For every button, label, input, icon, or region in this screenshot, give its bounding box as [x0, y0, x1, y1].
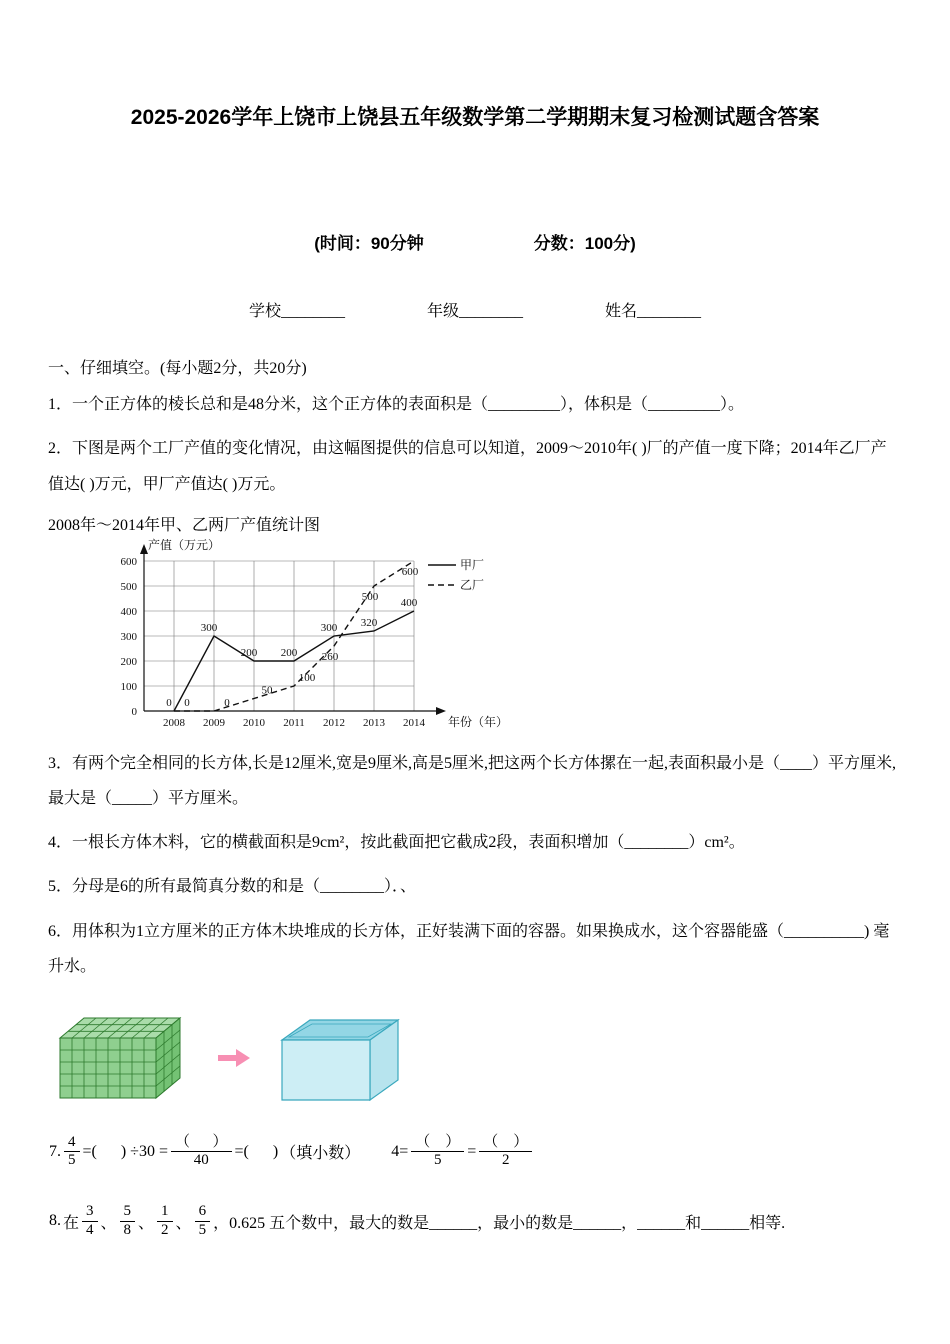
svg-text:2008: 2008 — [163, 716, 185, 729]
question-7 — [48, 1134, 902, 1170]
container-box-figure — [278, 1008, 408, 1108]
section-1-title: 一、仔细填空。(每小题2分，共20分) — [48, 360, 307, 378]
fraction-blank-5: $\frac{( )}{5}$ — [410, 1134, 465, 1170]
svg-text:2013: 2013 — [363, 716, 385, 729]
question-8-number: 8. — [49, 1212, 61, 1230]
question-5: 5．分母是6的所有最简真分数的和是（________）．、 — [48, 878, 417, 896]
q8-separator-2: 、 — [138, 1214, 155, 1232]
svg-text:320: 320 — [360, 616, 378, 629]
svg-text:0: 0 — [184, 696, 190, 709]
svg-text:2010: 2010 — [243, 716, 265, 729]
question-6: 6．用体积为1立方厘米的正方体木块堆成的长方体，正好装满下面的容器。如果换成水，这个容器能盛（__________) 毫升水。 — [48, 922, 890, 975]
svg-text:产值（万元）: 产值（万元） — [148, 537, 221, 552]
svg-text:500: 500 — [361, 590, 379, 603]
page-title: 2025-2026学年上饶市上饶县五年级数学第二学期期末复习检测试题含答案 — [130, 106, 820, 129]
svg-text:2011: 2011 — [283, 716, 305, 729]
question-3: 3．有两个完全相同的长方体,长是12厘米,宽是9厘米,高是5厘米,把这两个长方体摞在一起,表面积最小是（____）平方厘米,最大是（_____）平方厘米。 — [48, 754, 897, 808]
svg-text:300: 300 — [200, 621, 218, 634]
chart-title: 2008年～2014年甲、乙两厂产值统计图 — [48, 516, 321, 534]
svg-text:100: 100 — [120, 680, 137, 693]
q8-separator-3: 、 — [175, 1214, 192, 1232]
meta-row — [48, 229, 902, 254]
question-8 — [48, 1203, 902, 1239]
q8-prefix: 在 — [63, 1214, 80, 1232]
question-1: 1．一个正方体的棱长总和是48分米，这个正方体的表面积是（_________），体积是（_________）。 — [48, 396, 745, 414]
svg-text:年份（年）: 年份（年） — [448, 714, 509, 729]
arrow-icon — [216, 1046, 252, 1070]
chart-block — [48, 512, 902, 737]
score-label: 分数：100分) — [533, 234, 636, 254]
school-blank: 学校________ — [248, 303, 345, 321]
svg-text:0: 0 — [131, 705, 137, 718]
q8-separator-1: 、 — [100, 1214, 117, 1232]
svg-text:200: 200 — [240, 646, 258, 659]
info-row — [48, 298, 902, 321]
question-2: 2．下图是两个工厂产值的变化情况，由这幅图提供的信息可以知道，2009～2010年( )厂的产值一度下降；2014年乙厂产值达( )万元，甲厂产值达( )万元。 — [48, 440, 887, 493]
svg-text:400: 400 — [120, 605, 137, 618]
box-front-face — [282, 1040, 370, 1100]
question-4: 4．一根长方体木料，它的横截面积是9cm²，按此截面把它截成2段，表面积增加（________）cm²。 — [48, 834, 745, 852]
production-line-chart — [82, 537, 552, 737]
svg-text:300: 300 — [120, 630, 137, 643]
q7-hint: （填小数） — [280, 1145, 361, 1163]
svg-text:甲厂: 甲厂 — [460, 557, 485, 572]
svg-text:2014: 2014 — [403, 716, 425, 729]
svg-text:500: 500 — [120, 580, 137, 593]
time-label: (时间：90分钟 — [314, 234, 424, 254]
question-7-number: 7. — [49, 1142, 61, 1160]
svg-text:乙厂: 乙厂 — [460, 577, 485, 592]
svg-text:50: 50 — [261, 684, 273, 697]
unit-cubes-block-figure — [58, 1008, 190, 1108]
svg-text:2012: 2012 — [323, 716, 345, 729]
fraction-blank-40: $\frac{( )}{40}$ — [170, 1134, 233, 1170]
svg-text:200: 200 — [120, 655, 137, 668]
fraction-1-2: $\frac{1}{2}$ — [156, 1203, 174, 1239]
q7-equation-2: =( ) — [234, 1142, 279, 1160]
q8-suffix: ，0.625 五个数中，最大的数是______，最小的数是______，______和______相等. — [213, 1214, 786, 1232]
fraction-3-4: $\frac{3}{4}$ — [81, 1203, 99, 1239]
svg-text:100: 100 — [298, 671, 316, 684]
svg-text:0: 0 — [224, 696, 230, 709]
svg-text:260: 260 — [321, 650, 339, 663]
svg-text:400: 400 — [400, 596, 418, 609]
name-blank: 姓名________ — [605, 303, 702, 321]
svg-text:600: 600 — [401, 565, 419, 578]
grade-blank: 年级________ — [426, 303, 523, 321]
svg-text:300: 300 — [320, 621, 338, 634]
question-6-figures — [58, 1008, 902, 1108]
fraction-blank-2: $\frac{( )}{2}$ — [478, 1134, 533, 1170]
q7-equation-1: =( ) ÷30 = — [82, 1142, 168, 1160]
svg-text:0: 0 — [166, 696, 172, 709]
fraction-5-8: $\frac{5}{8}$ — [119, 1203, 137, 1239]
q7-equation-4: = — [467, 1142, 477, 1160]
svg-text:2009: 2009 — [203, 716, 225, 729]
fraction-6-5: $\frac{6}{5}$ — [194, 1203, 212, 1239]
svg-text:600: 600 — [120, 555, 137, 568]
q7-equation-3: 4= — [391, 1142, 409, 1160]
svg-text:200: 200 — [280, 646, 298, 659]
fraction-4-5: $\frac{4}{5}$ — [63, 1134, 81, 1170]
